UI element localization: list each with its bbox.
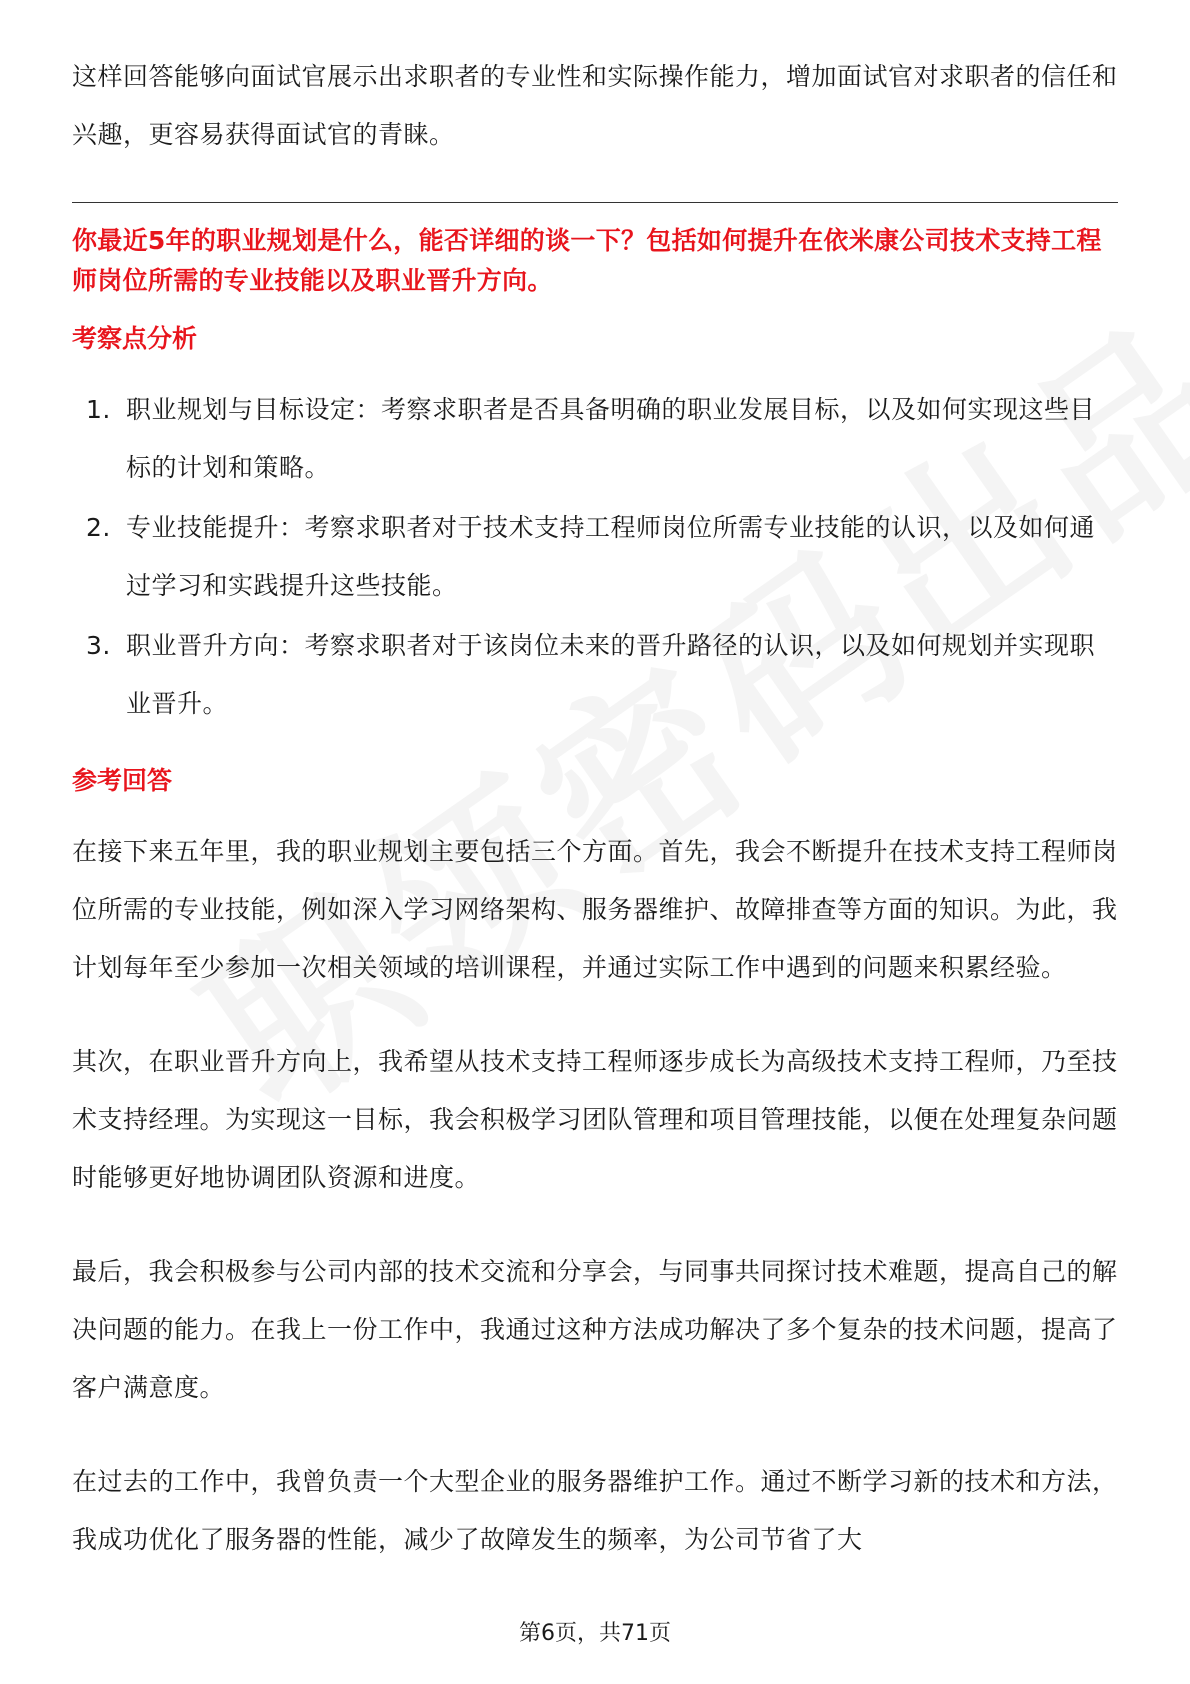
intro-paragraph: 这样回答能够向面试官展示出求职者的专业性和实际操作能力，增加面试官对求职者的信任和兴趣，更容易获得面试官的青睐。 <box>72 62 1118 149</box>
point-text: 职业规划与目标设定：考察求职者是否具备明确的职业发展目标，以及如何实现这些目标的计划和策略。 <box>126 395 1096 482</box>
interview-question: 你最近5年的职业规划是什么，能否详细的谈一下？包括如何提升在依米康公司技术支持工程师岗位所需的专业技能以及职业晋升方向。 <box>72 226 1102 295</box>
answer-paragraph: 在接下来五年里，我的职业规划主要包括三个方面。首先，我会不断提升在技术支持工程师岗位所需的专业技能，例如深入学习网络架构、服务器维护、故障排查等方面的知识。为此，我计划每年至少参加一次相关领域的培训课程，并通过实际工作中遇到的问题来积累经验。 <box>72 837 1118 982</box>
analysis-point <box>72 499 1118 615</box>
reference-answer <box>72 823 1118 1569</box>
answer-paragraph: 在过去的工作中，我曾负责一个大型企业的服务器维护工作。通过不断学习新的技术和方法，我成功优化了服务器的性能，减少了故障发生的频率，为公司节省了大 <box>72 1467 1118 1554</box>
page-number-footer: 第6页，共71页 <box>519 1621 671 1646</box>
point-number: 3. <box>86 631 111 660</box>
answer-paragraph: 其次，在职业晋升方向上，我希望从技术支持工程师逐步成长为高级技术支持工程师，乃至技术支持经理。为实现这一目标，我会积极学习团队管理和项目管理技能，以便在处理复杂问题时能够更好地协调团队资源和进度。 <box>72 1047 1118 1192</box>
answer-paragraph: 最后，我会积极参与公司内部的技术交流和分享会，与同事共同探讨技术难题，提高自己的解决问题的能力。在我上一份工作中，我通过这种方法成功解决了多个复杂的技术问题，提高了客户满意度。 <box>72 1257 1118 1402</box>
analysis-list <box>72 381 1118 733</box>
section-divider <box>72 202 1118 203</box>
point-number: 2. <box>86 513 111 542</box>
point-text: 专业技能提升：考察求职者对于技术支持工程师岗位所需专业技能的认识，以及如何通过学习和实践提升这些技能。 <box>126 513 1096 600</box>
reference-answer-heading: 参考回答 <box>72 766 173 795</box>
analysis-heading: 考察点分析 <box>72 324 198 353</box>
point-text: 职业晋升方向：考察求职者对于该岗位未来的晋升路径的认识，以及如何规划并实现职业晋升。 <box>126 631 1096 718</box>
page-content <box>72 48 1118 1605</box>
analysis-point <box>72 617 1118 733</box>
point-number: 1. <box>86 395 111 424</box>
analysis-point <box>72 381 1118 497</box>
